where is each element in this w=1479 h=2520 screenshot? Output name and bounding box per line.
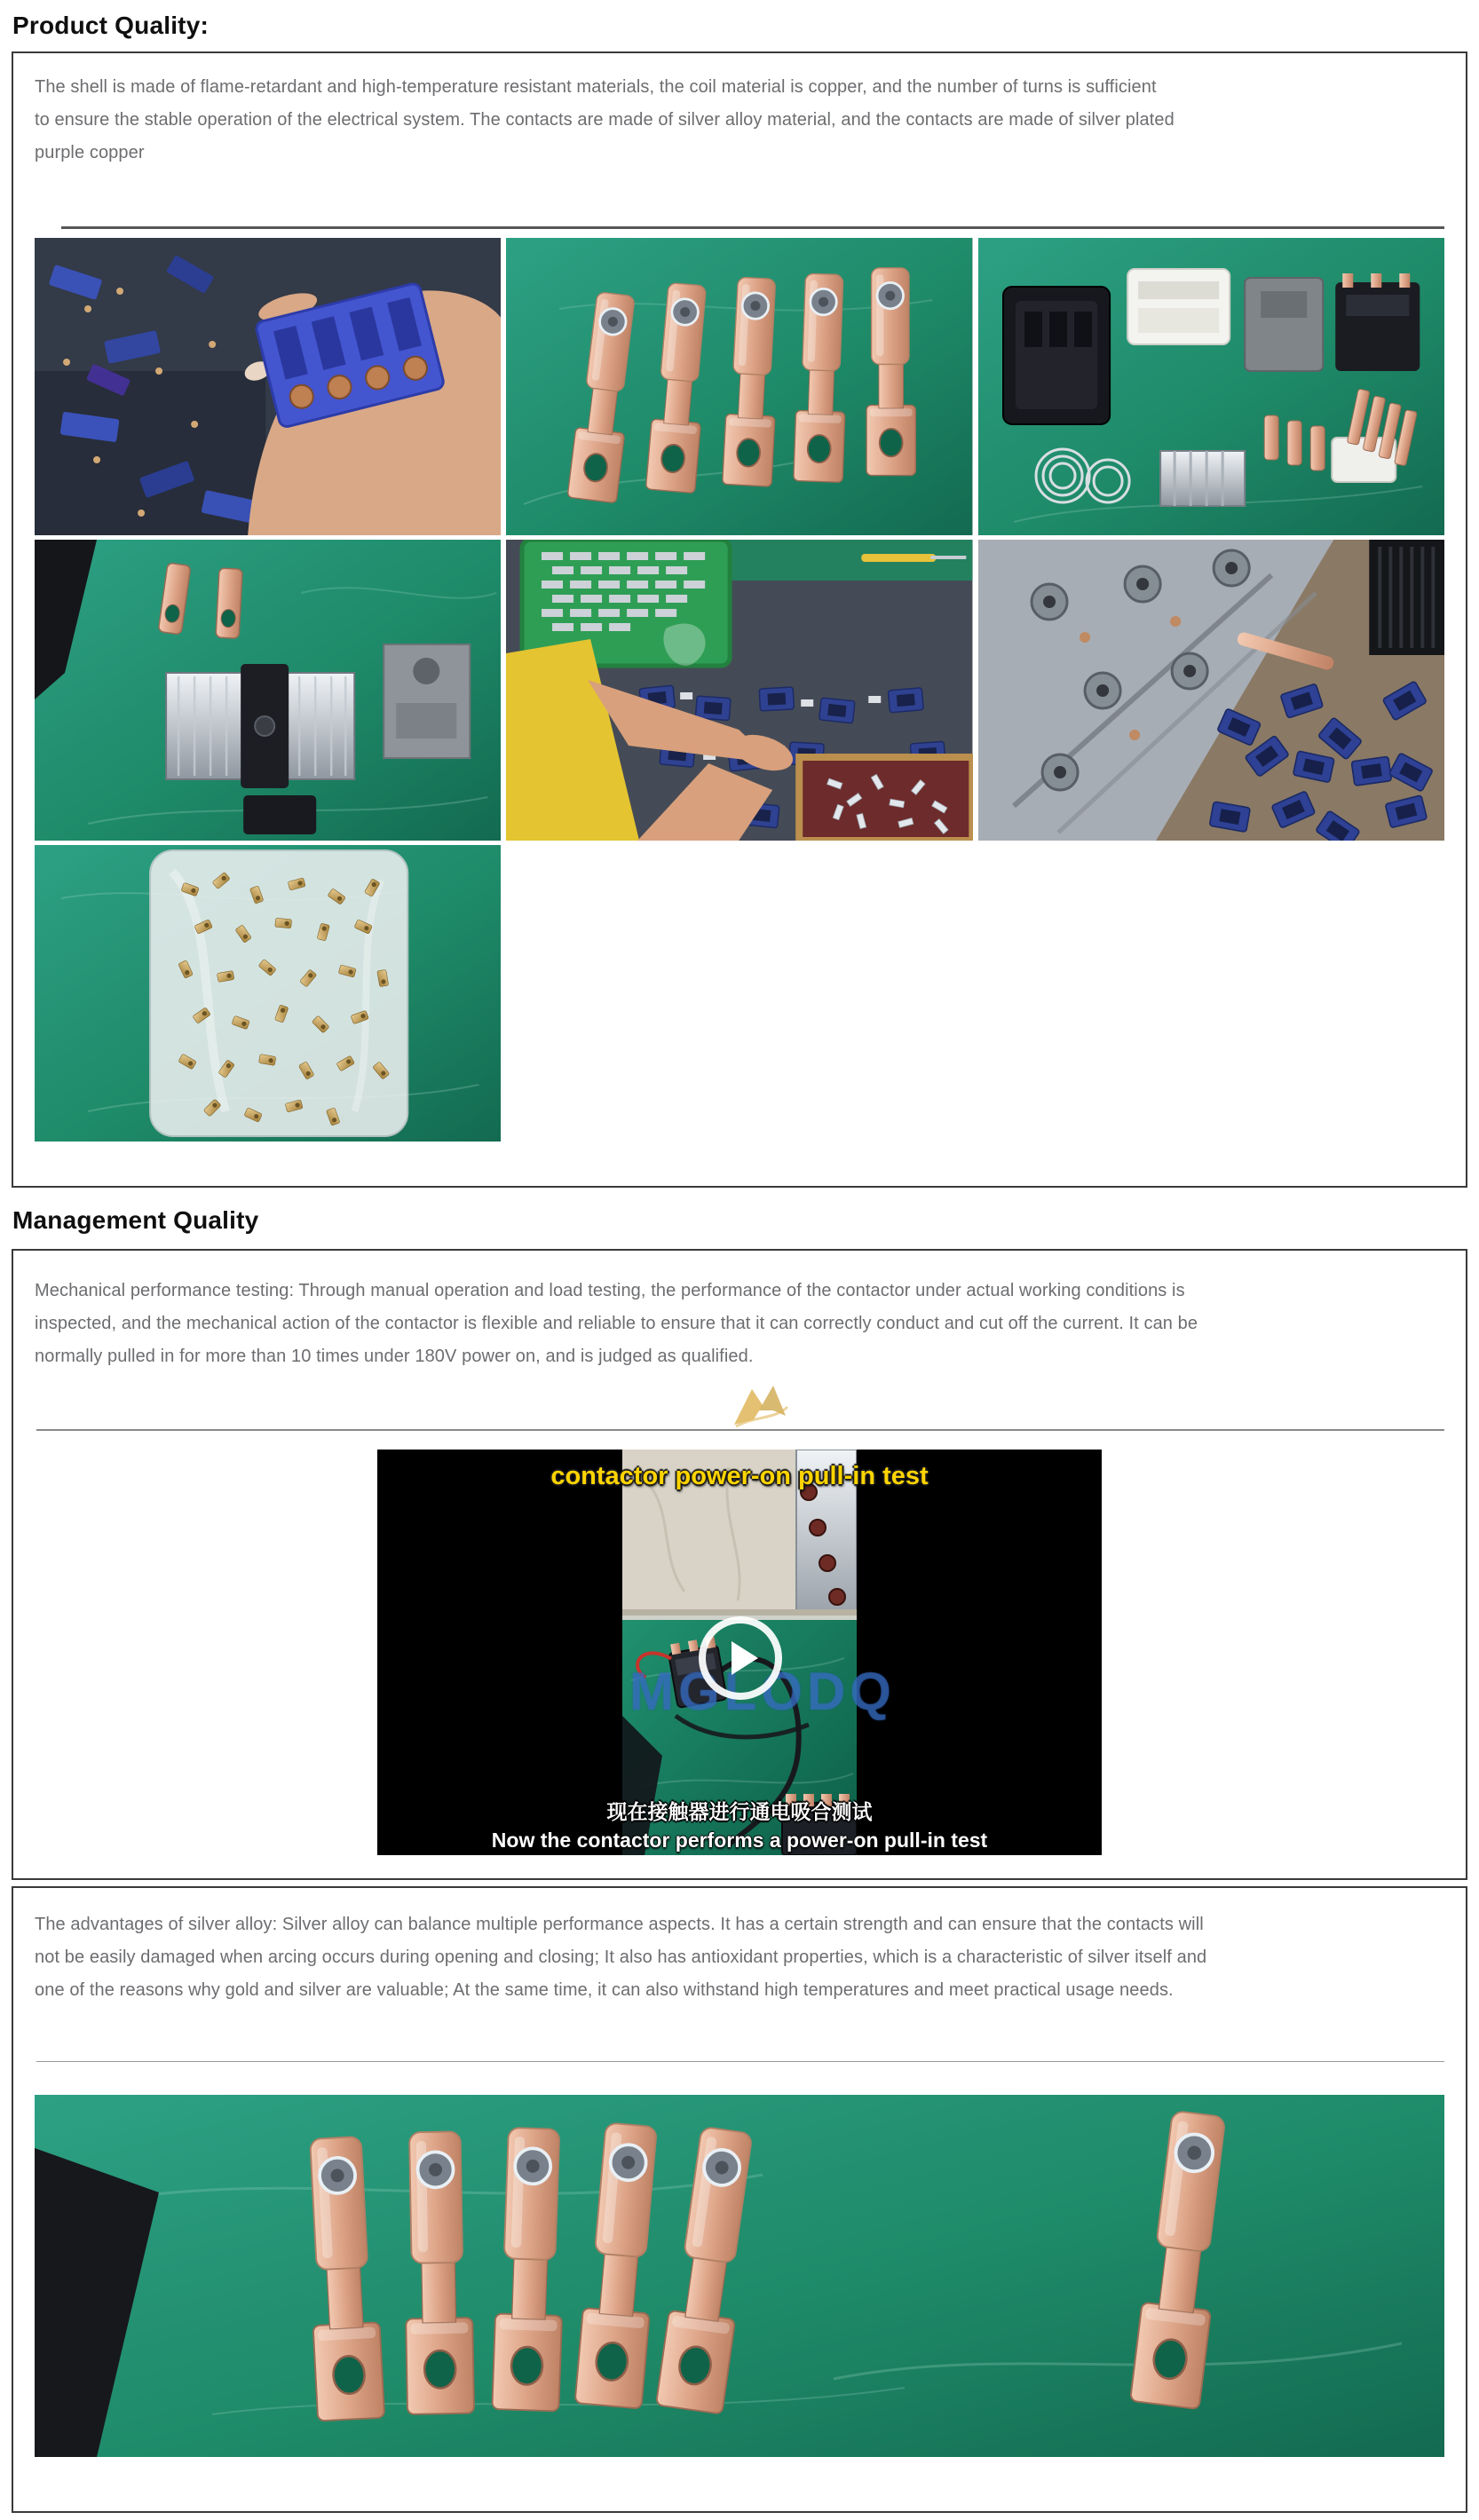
paragraph-line: normally pulled in for more than 10 times under 180V power on, and is judged as qualified. xyxy=(35,1347,754,1366)
divider xyxy=(61,226,1444,229)
photo-five-copper-contacts xyxy=(506,238,972,535)
divider xyxy=(36,1429,1444,1431)
paragraph-line: The advantages of silver alloy: Silver alloy can balance multiple performance aspects. It has a certain strength and can ensure that the contacts will xyxy=(35,1915,1204,1934)
paragraph-line: purple copper xyxy=(35,143,145,162)
subtitle-english: Now the contactor performs a power-on pull-in test xyxy=(491,1829,988,1852)
photo-worker-assembling-coils xyxy=(506,540,972,841)
divider xyxy=(36,2061,1444,2062)
video-title-overlay: contactor power-on pull-in test xyxy=(550,1462,929,1490)
paragraph-line: The shell is made of flame-retardant and high-temperature resistant materials, the coil material is copper, and the number of turns is sufficient xyxy=(35,77,1157,97)
product-photo-grid xyxy=(35,238,1444,1142)
product-quality-panel xyxy=(12,51,1467,1188)
subtitle-chinese: 现在接触器进行通电吸合测试 xyxy=(606,1800,873,1823)
product-quality-heading: Product Quality: xyxy=(12,12,209,39)
management-quality-heading: Management Quality xyxy=(12,1206,259,1234)
paragraph-line: one of the reasons why gold and silver are valuable; At the same time, it can also withstand high temperatures and meet practical usage needs. xyxy=(35,1980,1174,2000)
silver-alloy-panel xyxy=(12,1886,1467,2513)
photo-copper-contacts-row xyxy=(35,2095,1444,2457)
watermark-text: MGLODQ xyxy=(629,1662,896,1721)
photo-core-and-terminals xyxy=(35,540,501,841)
photo-blue-coil-parts-in-hand xyxy=(35,238,501,535)
photo-bag-of-brass-contacts xyxy=(35,845,501,1142)
paragraph-line: inspected, and the mechanical action of the contactor is flexible and reliable to ensure that it can correctly conduct and cut off the current. It can be xyxy=(35,1314,1198,1333)
watermark-logo-icon xyxy=(729,1380,791,1428)
paragraph-line: Mechanical performance testing: Through manual operation and load testing, the performance of the contactor under actual working conditions is xyxy=(35,1281,1185,1300)
photo-disassembled-contactor-parts xyxy=(978,238,1444,535)
silver-alloy-paragraph xyxy=(35,1908,1444,2007)
play-icon xyxy=(732,1641,758,1675)
testing-paragraph xyxy=(35,1275,1444,1373)
paragraph-line: to ensure the stable operation of the electrical system. The contacts are made of silver alloy material, and the contacts are made of silver plated xyxy=(35,110,1174,130)
management-quality-panel xyxy=(12,1249,1467,1880)
paragraph-line: not be easily damaged when arcing occurs during opening and closing; It also has antioxidant properties, which is a characteristic of silver itself and xyxy=(35,1947,1207,1967)
product-quality-paragraph xyxy=(35,71,1444,170)
video-thumbnail[interactable] xyxy=(377,1450,1102,1855)
play-button[interactable] xyxy=(699,1616,782,1700)
photo-machine-blue-parts xyxy=(978,540,1444,841)
video-subtitles xyxy=(377,1800,1102,1853)
